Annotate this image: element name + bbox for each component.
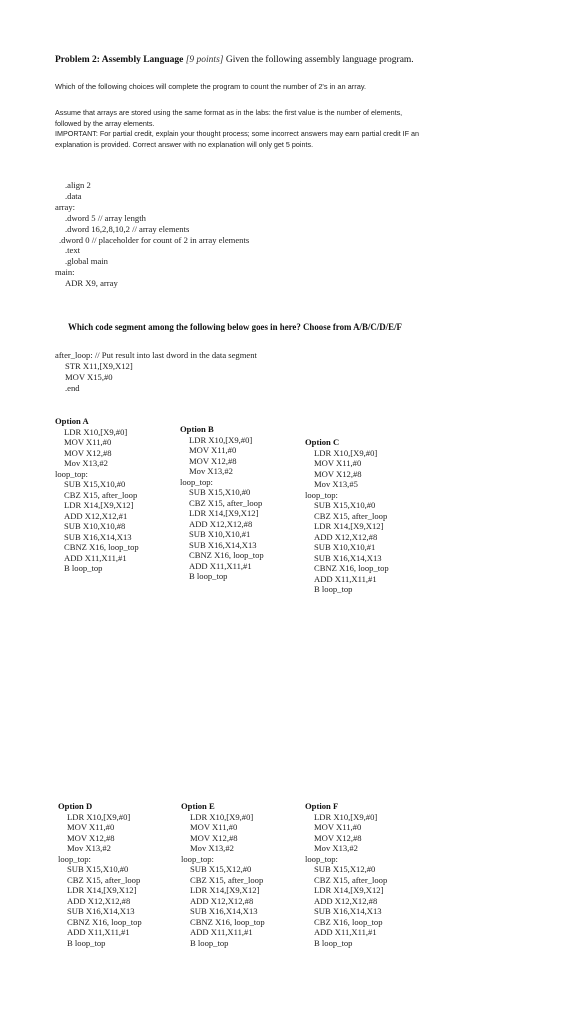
option-code-line: SUB X16,X14,X13	[314, 552, 382, 563]
code-line: .text	[65, 245, 81, 256]
option-title: Option B	[180, 424, 214, 434]
option-code-line: SUB X16,X14,X13	[189, 539, 257, 550]
option-code-line: ADD X12,X12,#8	[67, 895, 131, 906]
code-line: main:	[55, 267, 75, 278]
option-code-line: LDR X14,[X9,X12]	[64, 500, 134, 510]
option-code-line: B loop_top	[64, 563, 103, 573]
option-code-line: SUB X15,X10,#0	[64, 479, 126, 489]
option-code-line: ADD X11,X11,#1	[67, 927, 130, 937]
option-code-line: Mov X13,#2	[64, 458, 108, 468]
problem-label: Problem 2: Assembly Language	[55, 55, 184, 65]
option-code-line: CBNZ X16, loop_top	[314, 563, 389, 573]
option-d	[58, 801, 142, 948]
option-a	[55, 416, 139, 574]
option-code-line: loop_top:	[58, 853, 91, 864]
option-code-line: SUB X16,X14,X13	[67, 906, 135, 916]
option-code-line: SUB X10,X10,#8	[64, 521, 126, 531]
option-code-line: CBZ X15, after_loop	[190, 874, 264, 885]
option-code-line: CBNZ X16, loop_top	[189, 550, 264, 560]
option-code-line: LDR X14,[X9,X12]	[314, 521, 384, 531]
option-code-line: CBNZ X16, loop_top	[64, 542, 139, 552]
option-c	[305, 437, 389, 595]
option-code-line: MOV X12,#8	[64, 447, 112, 458]
option-code-line: MOV X11,#0	[64, 437, 112, 447]
option-code-line: ADD X11,X11,#1	[314, 927, 377, 937]
option-code-line: MOV X12,#8	[314, 832, 362, 843]
code-line: .align 2	[65, 180, 91, 190]
option-code-line: Mov X13,#2	[190, 843, 234, 853]
code-line: .dword 5 // array length	[65, 212, 146, 223]
option-code-line: MOV X11,#0	[314, 458, 362, 468]
option-code-line: LDR X10,[X9,#0]	[190, 811, 254, 822]
option-code-line: ADD X11,X11,#1	[189, 560, 252, 571]
code-line: MOV X15,#0	[65, 371, 113, 382]
option-code-line: Mov X13,#2	[314, 843, 358, 853]
option-code-line: MOV X11,#0	[67, 822, 115, 832]
assume-line-1: Assume that arrays are stored using the same format as in the labs: the first value is the number of elements,	[55, 108, 403, 117]
option-title: Option C	[305, 437, 340, 447]
option-code-line: SUB X16,X14,X13	[190, 906, 258, 916]
option-code-line: SUB X16,X14,X13	[64, 531, 132, 542]
option-code-line: SUB X16,X14,X13	[314, 906, 382, 916]
option-code-line: LDR X10,[X9,#0]	[67, 811, 131, 822]
option-code-line: ADD X11,X11,#1	[190, 927, 253, 937]
problem-title	[55, 55, 414, 65]
option-code-line: Mov X13,#2	[189, 466, 233, 476]
option-code-line: loop_top:	[305, 853, 338, 864]
option-code-line: CBZ X15, after_loop	[67, 874, 141, 885]
option-code-line: SUB X10,X10,#1	[314, 542, 376, 552]
option-code-line: B loop_top	[67, 937, 106, 948]
option-code-line: ADD X11,X11,#1	[314, 573, 377, 584]
code-line: STR X11,[X9,X12]	[65, 360, 133, 371]
code-line: .end	[65, 382, 80, 393]
code-line: .data	[65, 190, 82, 201]
option-code-line: LDR X10,[X9,#0]	[64, 426, 128, 437]
option-code-line: loop_top:	[55, 468, 88, 479]
code-line: ADR X9, array	[65, 278, 118, 289]
option-code-line: LDR X14,[X9,X12]	[190, 885, 260, 895]
option-code-line: MOV X11,#0	[189, 445, 237, 455]
code-line: array:	[55, 201, 76, 212]
option-code-line: B loop_top	[189, 571, 228, 581]
option-code-line: loop_top:	[180, 476, 213, 487]
option-title: Option F	[305, 801, 339, 811]
option-code-line: SUB X15,X10,#0	[189, 487, 251, 497]
after-loop-code	[55, 350, 257, 394]
question-prompt: Which of the following choices will complete the program to count the number of 2's in an array.	[55, 82, 367, 91]
option-title: Option E	[181, 801, 215, 811]
assume-line-2: followed by the array elements.	[55, 118, 155, 128]
option-code-line: SUB X15,X10,#0	[314, 500, 376, 510]
option-code-line: MOV X12,#8	[314, 468, 362, 479]
option-code-line: LDR X10,[X9,#0]	[314, 447, 378, 458]
option-code-line: ADD X12,X12,#8	[314, 895, 378, 906]
important-line-1: IMPORTANT: For partial credit, explain your thought process; some incorrect answers may earn partial credit IF an	[55, 129, 420, 138]
option-code-line: B loop_top	[314, 937, 353, 948]
option-code-line: LDR X10,[X9,#0]	[314, 811, 378, 822]
option-title: Option A	[55, 416, 89, 426]
option-code-line: Mov X13,#5	[314, 479, 358, 489]
code-line: .global main	[65, 256, 108, 267]
important-line-2: explanation is provided. Correct answer with no explanation will only get 5 points.	[55, 139, 314, 149]
problem-intro: Given the following assembly language program.	[225, 55, 414, 65]
option-code-line: ADD X11,X11,#1	[64, 552, 127, 563]
option-code-line: B loop_top	[190, 937, 229, 948]
option-code-line: Mov X13,#2	[67, 843, 111, 853]
option-code-line: LDR X14,[X9,X12]	[189, 508, 259, 518]
option-code-line: MOV X12,#8	[190, 832, 238, 843]
option-code-line: MOV X12,#8	[189, 455, 237, 466]
option-code-line: ADD X12,X12,#8	[314, 531, 378, 542]
option-code-line: LDR X10,[X9,#0]	[189, 434, 253, 445]
option-code-line: LDR X14,[X9,X12]	[67, 885, 137, 895]
program-code	[55, 180, 249, 289]
option-code-line: loop_top:	[181, 853, 214, 864]
choice-question: Which code segment among the following below goes in here? Choose from A/B/C/D/E/F	[68, 322, 402, 332]
option-code-line: CBZ X15, after_loop	[189, 497, 263, 508]
option-code-line: MOV X11,#0	[190, 822, 238, 832]
option-code-line: ADD X12,X12,#1	[64, 510, 128, 521]
option-code-line: CBZ X15, after_loop	[314, 874, 388, 885]
option-code-line: loop_top:	[305, 489, 338, 500]
option-code-line: SUB X15,X12,#0	[314, 864, 376, 874]
option-title: Option D	[58, 801, 93, 811]
code-line: .dword 16,2,8,10,2 // array elements	[65, 223, 190, 234]
code-line: .dword 0 // placeholder for count of 2 in array elements	[59, 234, 250, 245]
option-code-line: SUB X15,X12,#0	[190, 864, 252, 874]
instructions	[55, 108, 419, 150]
option-code-line: CBZ X16, loop_top	[314, 916, 383, 927]
option-code-line: CBZ X15, after_loop	[314, 510, 388, 521]
option-e	[181, 801, 265, 948]
option-code-line: CBNZ X16, loop_top	[190, 916, 265, 927]
option-code-line: MOV X11,#0	[314, 822, 362, 832]
option-code-line: MOV X12,#8	[67, 832, 115, 843]
points-label: [9 points]	[185, 55, 224, 65]
option-code-line: CBNZ X16, loop_top	[67, 916, 142, 927]
option-code-line: SUB X10,X10,#1	[189, 529, 251, 539]
option-b	[180, 424, 264, 582]
option-code-line: B loop_top	[314, 584, 353, 594]
code-line: after_loop: // Put result into last dword in the data segment	[55, 350, 257, 360]
option-f	[305, 801, 387, 948]
option-code-line: CBZ X15, after_loop	[64, 489, 138, 500]
option-code-line: LDR X14,[X9,X12]	[314, 885, 384, 895]
option-code-line: ADD X12,X12,#8	[190, 895, 254, 906]
option-code-line: SUB X15,X10,#0	[67, 864, 129, 874]
option-code-line: ADD X12,X12,#8	[189, 518, 253, 529]
